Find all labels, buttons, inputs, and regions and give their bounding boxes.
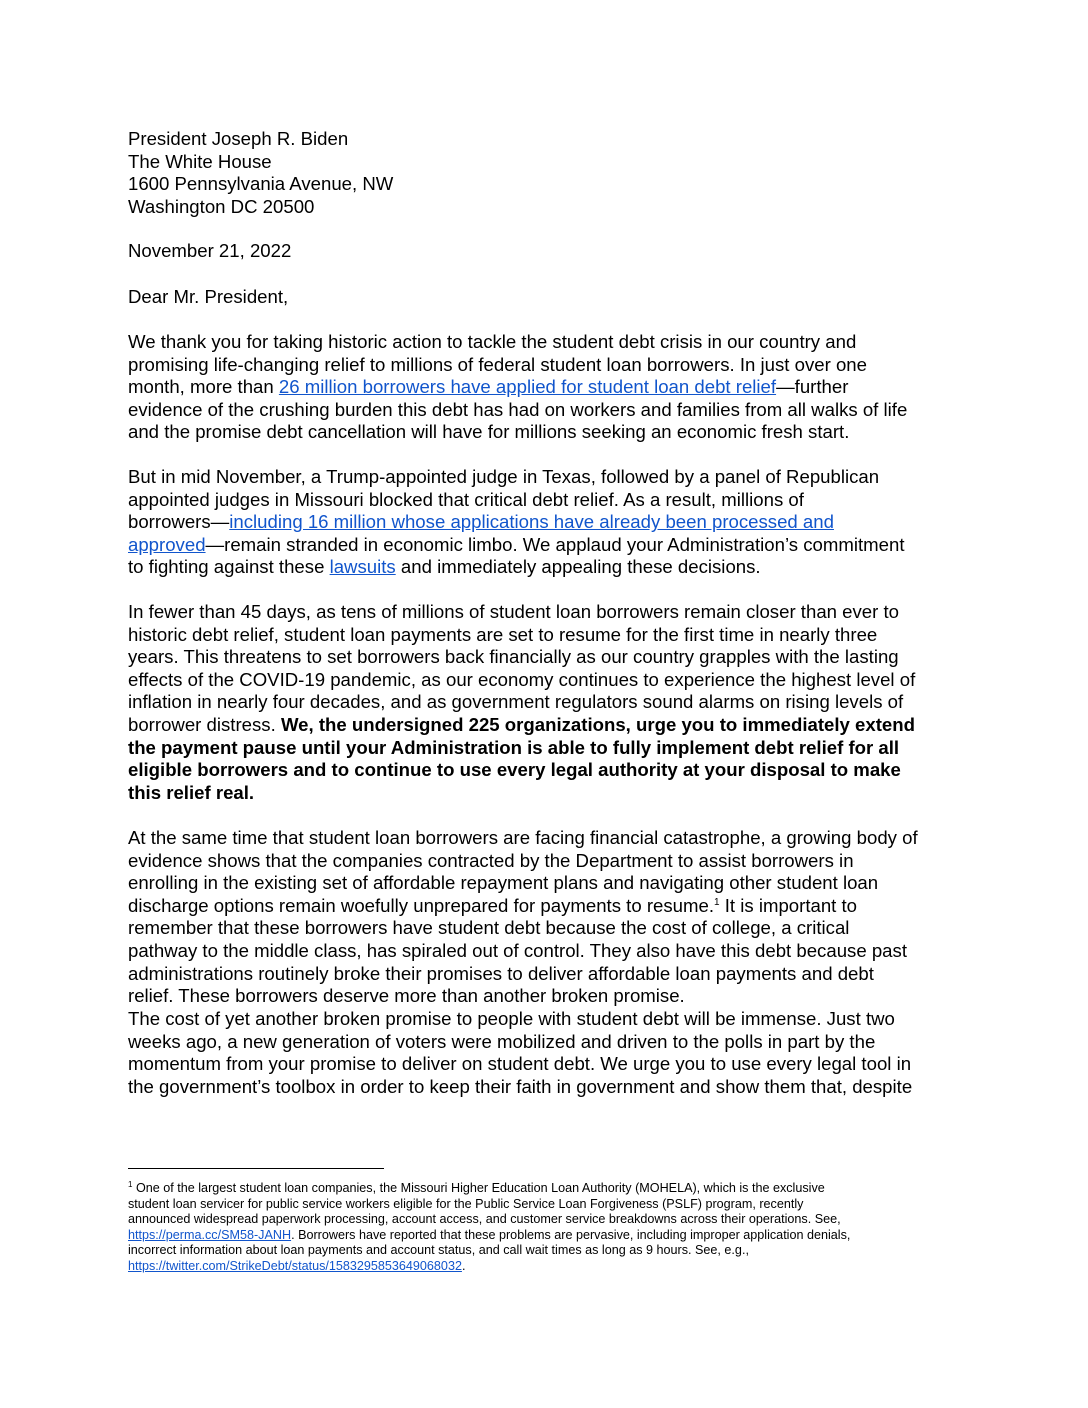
paragraph-line: promising life-changing relief to millions of federal student loan borrowers. In just over one: [128, 353, 867, 375]
footnote-line: [128, 1228, 968, 1244]
perma-link[interactable]: https://perma.cc/SM58-JANH: [128, 1227, 292, 1242]
paragraph-1: [128, 331, 968, 444]
paragraph-line: [128, 895, 968, 918]
text-run: month, more than: [128, 376, 279, 398]
letter-date: [128, 240, 968, 263]
paragraph-line: historic debt relief, student loan payments are set to resume for the first time in nearly three: [128, 623, 878, 645]
footnote-line: incorrect information about loan payments and account status, and call wait times as long as 9 hours. See, e.g.,: [128, 1243, 749, 1257]
paragraph-3: [128, 601, 968, 804]
paragraph-line: evidence shows that the companies contracted by the Department to assist borrowers in: [128, 849, 854, 871]
address-line: Washington DC 20500: [128, 195, 315, 217]
text-run: to fighting against these: [128, 556, 330, 578]
paragraph-line: pathway to the middle class, has spiraled out of control. They also have this debt because past: [128, 939, 907, 961]
address-line: The White House: [128, 150, 272, 172]
paragraph-line: relief. These borrowers deserve more than another broken promise.: [128, 985, 685, 1007]
paragraph-line: [128, 737, 968, 760]
footnote: [128, 1181, 968, 1274]
text-run: One of the largest student loan companies, the Missouri Higher Education Loan Authority (MOHELA), which is the exclusive: [132, 1181, 825, 1195]
paragraph-4: [128, 827, 968, 1008]
footnote-line: [128, 1259, 968, 1275]
footnote-marker: 1: [128, 1179, 133, 1189]
paragraph-line: [128, 782, 968, 805]
text-run: borrower distress.: [128, 713, 281, 735]
paragraph-line: But in mid November, a Trump-appointed judge in Texas, followed by a panel of Republican: [128, 466, 880, 487]
paragraph-line: administrations routinely broke their promises to deliver affordable loan payments and debt: [128, 962, 874, 984]
bold-request: We, the undersigned 225 organizations, urge you to immediately extend: [280, 713, 915, 735]
salutation-text: Dear Mr. President,: [128, 286, 289, 307]
text-run: —remain stranded in economic limbo. We applaud your Administration’s commitment: [205, 533, 905, 555]
text-run: —further: [776, 376, 849, 398]
approved-applications-link[interactable]: including 16 million whose applications have already been processed and: [229, 511, 834, 533]
paragraph-line: evidence of the crushing burden this debt has had on workers and families from all walks of life: [128, 398, 908, 420]
lawsuits-link[interactable]: lawsuits: [329, 556, 396, 578]
bold-request: the payment pause until your Administration is able to fully implement debt relief for all: [128, 736, 900, 758]
paragraph-line: [128, 556, 968, 579]
text-run: . Borrowers have reported that these problems are pervasive, including improper application denials,: [291, 1227, 851, 1242]
text-run: discharge options remain woefully unprepared for payments to resume.: [128, 894, 715, 916]
twitter-link[interactable]: https://twitter.com/StrikeDebt/status/1583295853649068032: [128, 1258, 462, 1273]
paragraph-line: In fewer than 45 days, as tens of millions of student loan borrowers remain closer than ever to: [128, 601, 900, 622]
paragraph-line: [128, 714, 968, 737]
bold-request: eligible borrowers and to continue to use every legal authority at your disposal to make: [128, 759, 901, 781]
date-text: November 21, 2022: [128, 240, 292, 261]
footnote-line: announced widespread paperwork processing, account access, and customer service breakdowns across their operations. See,: [128, 1212, 841, 1226]
paragraph-line: enrolling in the existing set of affordable repayment plans and navigating other student loan: [128, 872, 879, 894]
paragraph-line: [128, 759, 968, 782]
footnote-separator: [128, 1168, 384, 1169]
paragraph-line: The cost of yet another broken promise to people with student debt will be immense. Just two: [128, 1008, 895, 1029]
paragraph-line: We thank you for taking historic action to tackle the student debt crisis in our country and: [128, 331, 857, 352]
paragraph-line: the government’s toolbox in order to keep their faith in government and show them that, despite: [128, 1075, 913, 1097]
text-run: It is important to: [719, 894, 858, 916]
approved-applications-link[interactable]: approved: [128, 533, 206, 555]
paragraph-2: [128, 466, 968, 579]
address-line: 1600 Pennsylvania Avenue, NW: [128, 173, 394, 195]
footnote-reference[interactable]: 1: [714, 896, 720, 908]
text-run: borrowers—: [128, 511, 230, 533]
paragraph-line: weeks ago, a new generation of voters were mobilized and driven to the polls in part by the: [128, 1030, 876, 1052]
paragraph-line: appointed judges in Missouri blocked that critical debt relief. As a result, millions of: [128, 488, 804, 510]
paragraph-line: effects of the COVID-19 pandemic, as our economy continues to experience the highest level of: [128, 668, 916, 690]
text-run: and immediately appealing these decisions.: [395, 556, 761, 578]
applications-link[interactable]: 26 million borrowers have applied for student loan debt relief: [278, 376, 777, 398]
salutation: [128, 286, 968, 309]
paragraph-line: [128, 534, 968, 557]
paragraph-line: [128, 376, 968, 399]
recipient-address: [128, 128, 968, 218]
bold-request: this relief real.: [128, 781, 255, 803]
paragraph-line: momentum from your promise to deliver on student debt. We urge you to use every legal tool in: [128, 1053, 912, 1075]
paragraph-line: inflation in nearly four decades, and as government regulators sound alarms on rising levels of: [128, 691, 904, 713]
paragraph-line: remember that these borrowers have student debt because the cost of college, a critical: [128, 917, 850, 939]
paragraph-line: and the promise debt cancellation will have for millions seeking an economic fresh start.: [128, 421, 850, 443]
paragraph-line: At the same time that student loan borrowers are facing financial catastrophe, a growing body of: [128, 827, 918, 848]
text-run: .: [461, 1258, 466, 1273]
address-line: President Joseph R. Biden: [128, 128, 349, 149]
paragraph-line: [128, 511, 968, 534]
footnote-line: [128, 1181, 968, 1197]
paragraph-line: years. This threatens to set borrowers back financially as our country grapples with the lasting: [128, 646, 899, 668]
footnote-line: student loan servicer for public service workers eligible for the Public Service Loan Forgiveness (PSLF) program, recently: [128, 1196, 804, 1211]
paragraph-5: [128, 1008, 968, 1098]
